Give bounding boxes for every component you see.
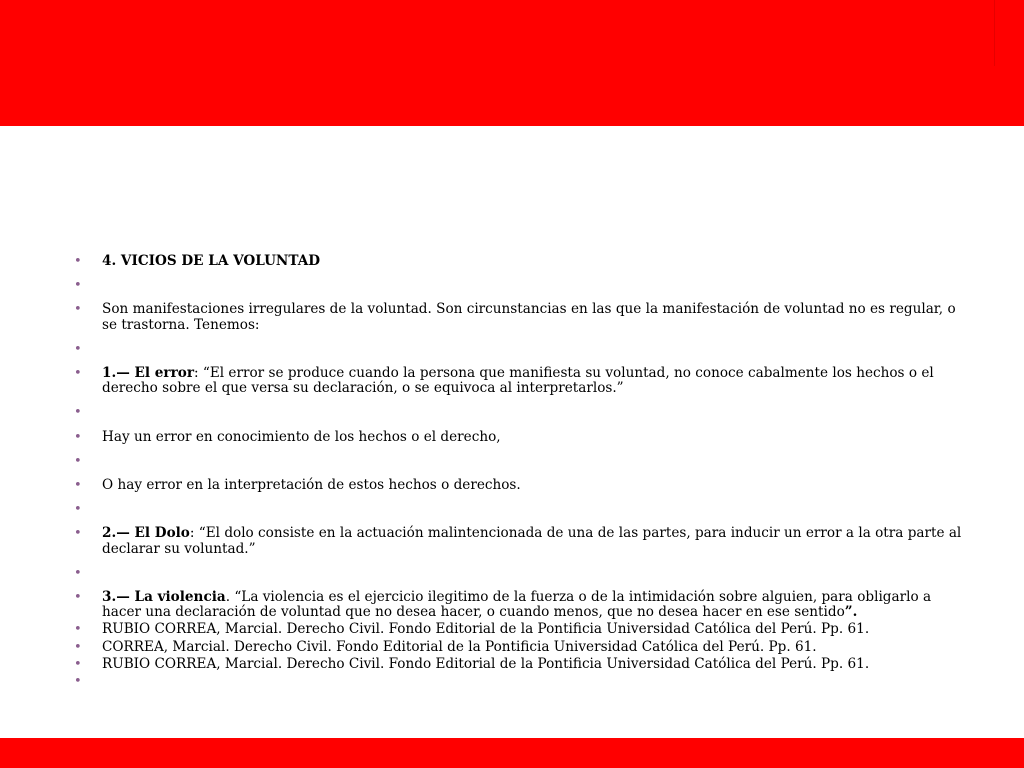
bullet-marker: • xyxy=(74,254,82,269)
empty-bullet-item xyxy=(74,674,964,689)
bullet-marker: • xyxy=(74,622,82,638)
bullet-text: RUBIO CORREA, Marcial. Derecho Civil. Fondo Editorial de la Pontificia Universidad Católica del Perú. Pp. 61. xyxy=(102,621,870,638)
bullet-text: : “El error se produce cuando la persona que manifiesta su voluntad, no conoce cabalmente los hechos o el derecho sobre el que versa su declaración, o se equivoca al interpretarlos.” xyxy=(102,365,934,397)
bullet-item xyxy=(74,657,964,672)
bullet-text-bold: 2.— El Dolo xyxy=(102,525,190,542)
empty-bullet-item xyxy=(74,454,964,469)
slide-bullet-list xyxy=(74,254,964,689)
bullet-text: : “El dolo consiste en la actuación malintencionada de una de las partes, para inducir un error a la otra parte al declarar su voluntad.” xyxy=(102,525,962,557)
bullet-marker: • xyxy=(74,405,82,421)
empty-bullet-item xyxy=(74,342,964,357)
bullet-item xyxy=(74,622,964,637)
bullet-item xyxy=(74,302,964,332)
bullet-text: O hay error en la interpretación de estos hechos o derechos. xyxy=(102,477,521,494)
bullet-marker: • xyxy=(74,656,82,672)
bullet-marker: • xyxy=(74,278,82,294)
bullet-text: Hay un error en conocimiento de los hechos o el derecho, xyxy=(102,428,501,445)
bullet-marker: • xyxy=(74,590,82,606)
bullet-marker: • xyxy=(74,526,82,542)
bullet-marker: • xyxy=(74,639,82,655)
bullet-marker: • xyxy=(74,341,82,357)
bullet-marker: • xyxy=(74,502,82,518)
empty-bullet-item xyxy=(74,566,964,581)
bullet-item xyxy=(74,366,964,396)
bullet-item xyxy=(74,430,964,445)
bullet-item xyxy=(74,590,964,620)
bullet-text: CORREA, Marcial. Derecho Civil. Fondo Editorial de la Pontificia Universidad Católica del Perú. Pp. 61. xyxy=(102,638,817,655)
empty-bullet-item xyxy=(74,502,964,517)
bullet-marker: • xyxy=(74,302,82,318)
bullet-text-bold: 3.— La violencia xyxy=(102,589,226,606)
bullet-marker: • xyxy=(74,478,82,494)
bullet-item xyxy=(74,254,964,269)
bullet-text-bold: ”. xyxy=(844,604,858,621)
bullet-marker: • xyxy=(74,366,82,382)
top-red-band xyxy=(0,0,1024,126)
bullet-marker: • xyxy=(74,453,82,469)
bullet-text-bold: 1.— El error xyxy=(102,365,194,382)
bullet-marker: • xyxy=(74,565,82,581)
bullet-text: . “La violencia es el ejercicio ilegitimo de la fuerza o de la intimidación sobre alguien, para obligarlo a hacer una declaración de voluntad que no desea hacer, o cuando menos, que no desea hacer en ese sentido xyxy=(102,589,932,621)
header-divider-line xyxy=(994,0,995,66)
bullet-item xyxy=(74,640,964,655)
bullet-marker: • xyxy=(74,674,82,690)
empty-bullet-item xyxy=(74,278,964,293)
bullet-text-bold: 4. VICIOS DE LA VOLUNTAD xyxy=(102,253,321,269)
bullet-marker: • xyxy=(74,429,82,445)
empty-bullet-item xyxy=(74,405,964,420)
bullet-item xyxy=(74,526,964,556)
bottom-red-band xyxy=(0,738,1024,768)
bullet-text: RUBIO CORREA, Marcial. Derecho Civil. Fondo Editorial de la Pontificia Universidad Católica del Perú. Pp. 61. xyxy=(102,655,870,672)
bullet-item xyxy=(74,478,964,493)
bullet-text: Son manifestaciones irregulares de la voluntad. Son circunstancias en las que la manifestación de voluntad no es regular, o se trastorna. Tenemos: xyxy=(102,301,956,333)
